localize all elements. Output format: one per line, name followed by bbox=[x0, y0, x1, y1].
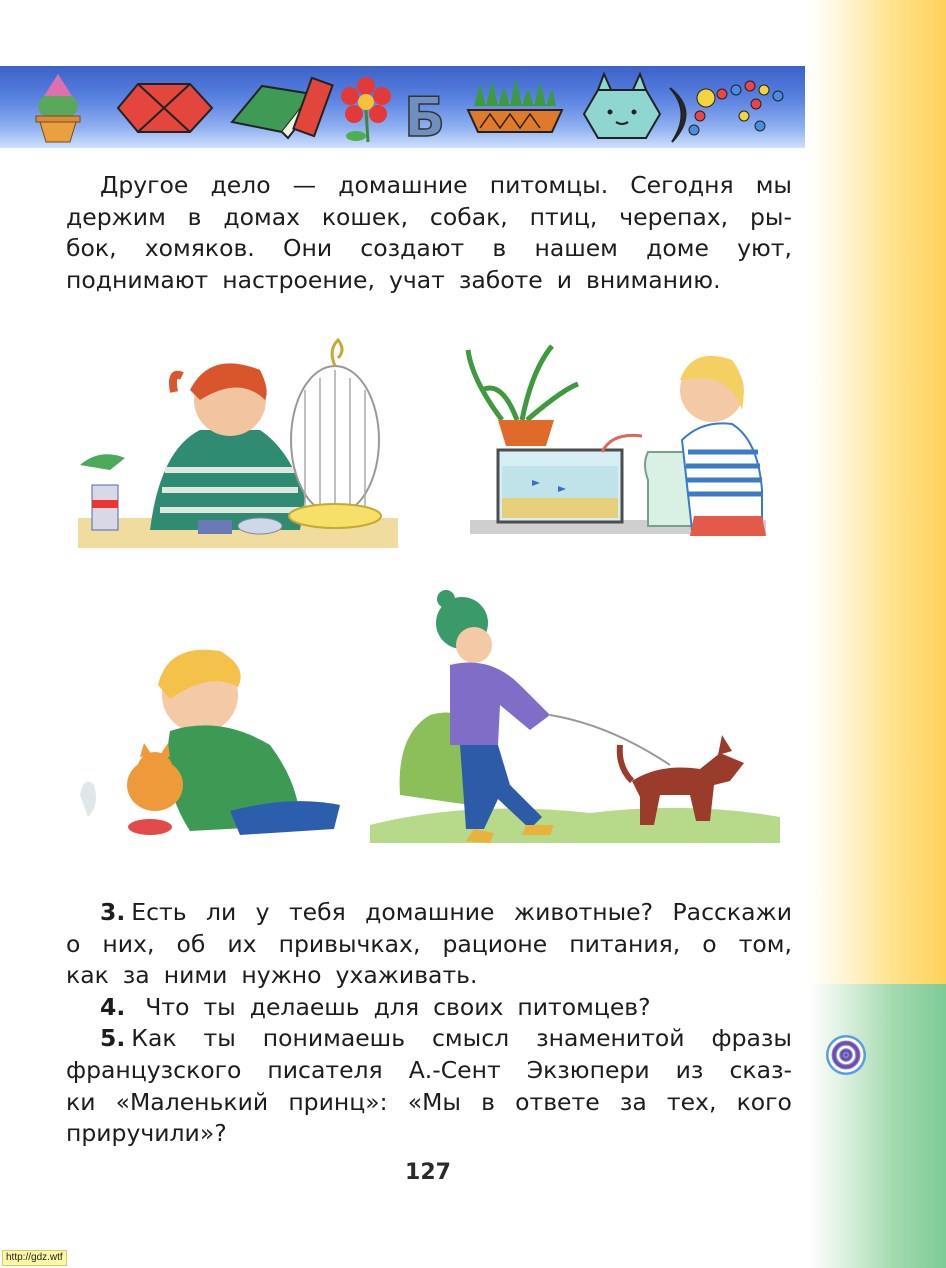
word: ними bbox=[163, 961, 228, 990]
word: об bbox=[176, 929, 206, 958]
word: фразы bbox=[711, 1024, 792, 1053]
word: в bbox=[492, 234, 507, 263]
word: учат bbox=[388, 265, 445, 294]
word: из bbox=[675, 1055, 704, 1084]
question-5-line-4 bbox=[66, 1118, 792, 1150]
cactus-pot-icon bbox=[36, 74, 80, 142]
side-margin-green bbox=[808, 984, 946, 1268]
word: знаменитой bbox=[536, 1024, 685, 1053]
books-icon bbox=[232, 78, 333, 138]
intro-line-3 bbox=[66, 233, 792, 265]
word: хомяков. bbox=[144, 234, 255, 263]
bunny-icon bbox=[584, 74, 660, 138]
banner-letter: Б bbox=[404, 86, 446, 148]
word: кошек, bbox=[321, 202, 409, 231]
word: уют, bbox=[737, 234, 792, 263]
flower-icon bbox=[341, 77, 391, 142]
word: домашние bbox=[338, 171, 468, 199]
word: Другое bbox=[100, 171, 189, 199]
question-number: 4. bbox=[100, 992, 126, 1021]
boy-walking-dog-illustration bbox=[370, 585, 780, 850]
word: о bbox=[702, 929, 717, 958]
word: «Мы bbox=[407, 1087, 461, 1116]
word: Расскажи bbox=[672, 898, 792, 926]
question-3-line-1 bbox=[66, 897, 792, 929]
question-number: 5. bbox=[100, 1024, 126, 1053]
word: французского bbox=[66, 1055, 242, 1084]
word: в bbox=[481, 1087, 495, 1116]
word: Сегодня bbox=[630, 171, 734, 199]
word: питомцев? bbox=[517, 992, 651, 1021]
word: своих bbox=[433, 992, 504, 1021]
decorative-banner bbox=[0, 66, 805, 148]
intro-line-1 bbox=[66, 170, 792, 202]
word: поднимают bbox=[66, 265, 209, 294]
word: для bbox=[373, 992, 420, 1021]
watermark-link[interactable]: http://gdz.wtf bbox=[2, 1250, 67, 1266]
word: приручили»? bbox=[66, 1119, 227, 1148]
word: тех, bbox=[666, 1087, 717, 1116]
word: ответе bbox=[515, 1087, 600, 1116]
word: в bbox=[187, 202, 202, 231]
word: заботе bbox=[458, 265, 543, 294]
word: писателя bbox=[267, 1055, 383, 1084]
word: Что bbox=[145, 992, 190, 1021]
word: дело bbox=[210, 171, 271, 199]
intro-line-4 bbox=[66, 265, 792, 297]
word: черепах, bbox=[619, 202, 729, 231]
origami-fish-icon bbox=[118, 84, 212, 132]
word: них, bbox=[102, 929, 155, 958]
word: принц»: bbox=[288, 1087, 388, 1116]
word: создают bbox=[360, 234, 465, 263]
side-margin-yellow bbox=[808, 0, 946, 984]
word: ры- bbox=[749, 202, 792, 231]
word: домашние bbox=[365, 898, 495, 926]
word: «Маленький bbox=[115, 1087, 269, 1116]
word: как bbox=[66, 961, 109, 990]
question-4-line-1 bbox=[66, 992, 792, 1024]
word: питания, bbox=[569, 929, 681, 958]
word: за bbox=[619, 1087, 647, 1116]
page-number: 127 bbox=[405, 1160, 451, 1185]
word: бок, bbox=[66, 234, 117, 263]
word: их bbox=[227, 929, 257, 958]
word: ухаживать. bbox=[335, 961, 478, 990]
word: Есть bbox=[131, 898, 187, 926]
boy-feeding-kitten-illustration bbox=[70, 635, 370, 845]
word: доме bbox=[646, 234, 709, 263]
question-3-line-3 bbox=[66, 960, 792, 992]
beads-icon bbox=[689, 81, 783, 135]
question-3-line-2 bbox=[66, 929, 792, 961]
word: ки bbox=[66, 1087, 96, 1116]
word: держим bbox=[66, 202, 166, 231]
word: о bbox=[66, 929, 81, 958]
word: — bbox=[292, 171, 317, 199]
spiral-icon bbox=[824, 1033, 868, 1077]
word: Они bbox=[282, 234, 333, 263]
word: у bbox=[255, 898, 270, 926]
word: ты bbox=[203, 1024, 236, 1053]
intro-line-2 bbox=[66, 202, 792, 234]
word: настроение, bbox=[222, 265, 375, 294]
questions-block bbox=[66, 897, 792, 1150]
word: за bbox=[122, 961, 150, 990]
word: домах bbox=[223, 202, 301, 231]
word: вниманию. bbox=[586, 265, 721, 294]
word: птиц, bbox=[529, 202, 598, 231]
word: рационе bbox=[442, 929, 548, 958]
word: смысл bbox=[432, 1024, 510, 1053]
grass-tray-icon bbox=[468, 78, 562, 132]
word: собак, bbox=[429, 202, 508, 231]
banner-illustrations bbox=[0, 66, 805, 148]
word: сказ- bbox=[729, 1055, 792, 1084]
girl-with-bird-cage-illustration bbox=[70, 330, 400, 555]
word: питомцы. bbox=[489, 171, 609, 199]
word: ты bbox=[203, 992, 236, 1021]
question-5-line-1 bbox=[66, 1023, 792, 1055]
word: Экзюпери bbox=[526, 1055, 650, 1084]
word: нашем bbox=[534, 234, 618, 263]
word: Как bbox=[131, 1024, 177, 1053]
moon-icon bbox=[670, 88, 686, 142]
word: понимаешь bbox=[262, 1024, 406, 1053]
word: животные? bbox=[513, 898, 654, 926]
word: ли bbox=[205, 898, 237, 926]
question-5-line-2 bbox=[66, 1055, 792, 1087]
question-number: 3. bbox=[100, 898, 126, 926]
word: мы bbox=[755, 171, 792, 199]
word: том, bbox=[738, 929, 792, 958]
word: привычках, bbox=[278, 929, 421, 958]
girl-with-aquarium-illustration bbox=[462, 340, 772, 550]
word: А.-Сент bbox=[408, 1055, 501, 1084]
question-5-line-3 bbox=[66, 1087, 792, 1119]
word: и bbox=[556, 265, 573, 294]
word: делаешь bbox=[249, 992, 360, 1021]
word: кого bbox=[736, 1087, 792, 1116]
intro-paragraph bbox=[66, 170, 792, 296]
word: нужно bbox=[241, 961, 322, 990]
word: тебя bbox=[288, 898, 346, 926]
